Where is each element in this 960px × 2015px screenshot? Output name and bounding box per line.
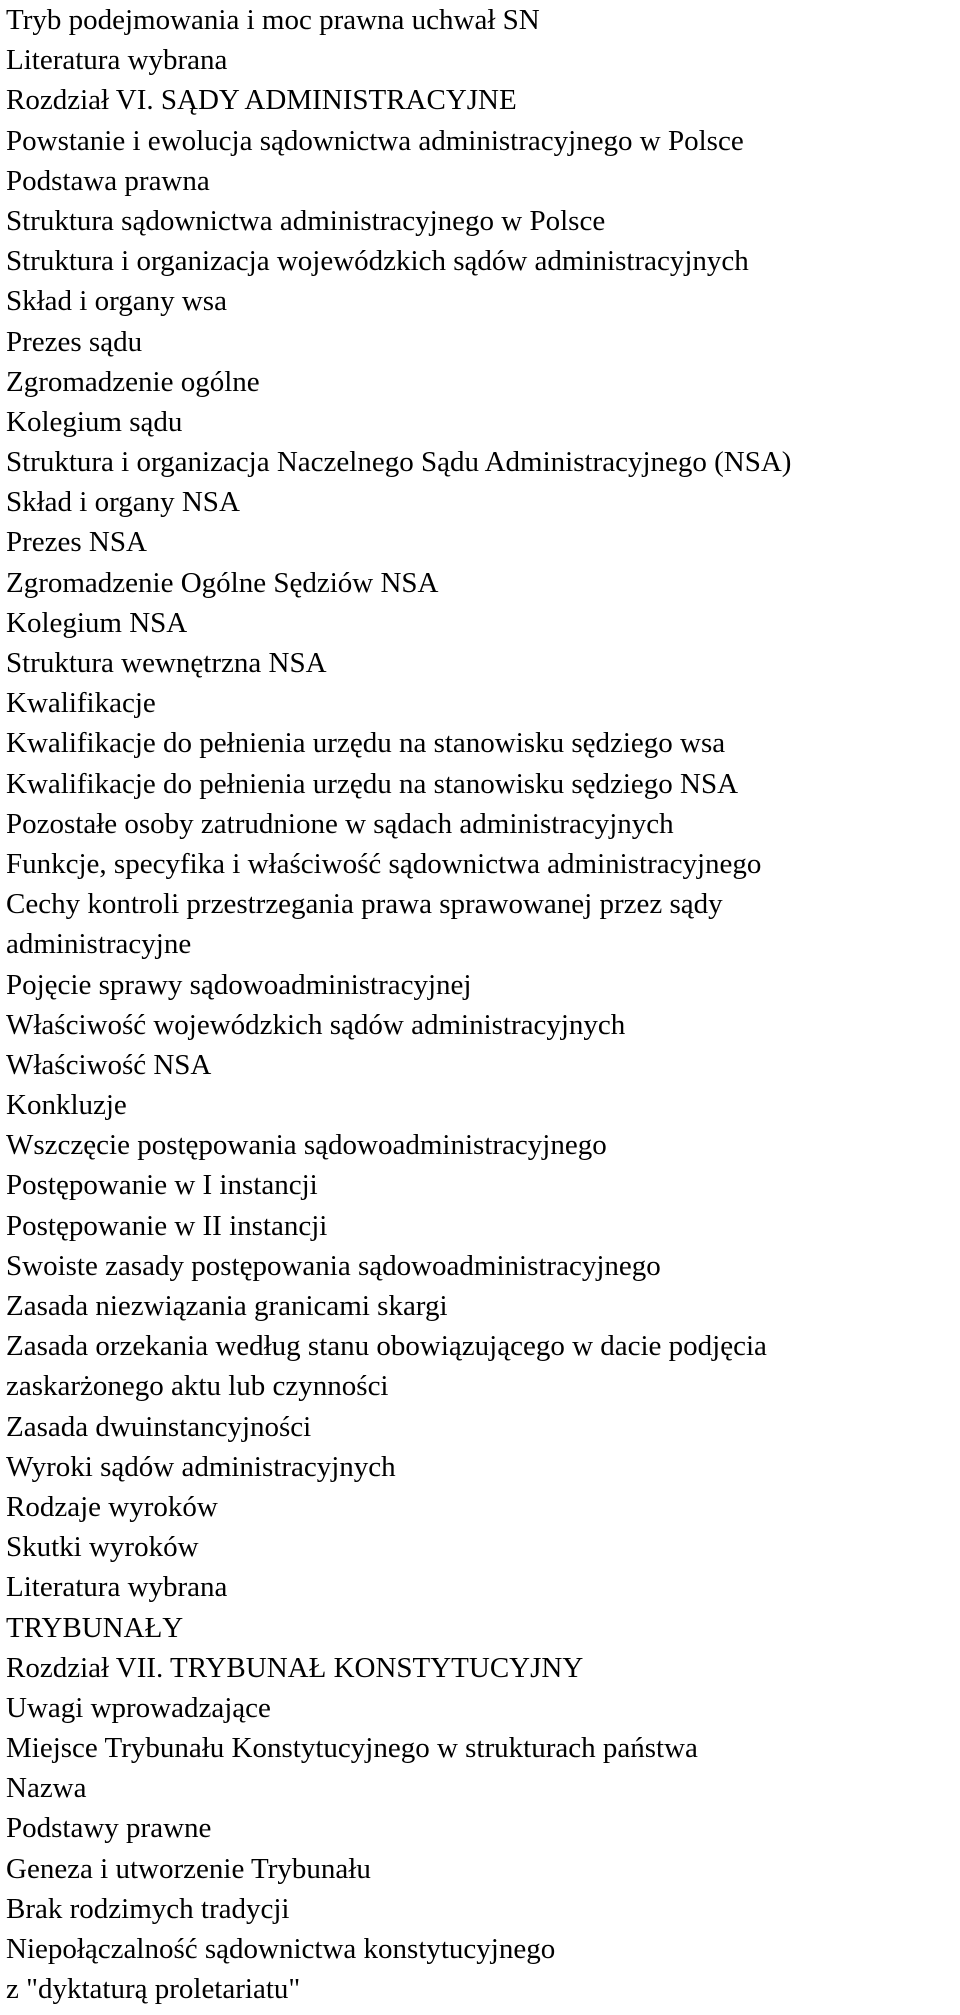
toc-line: Nazwa <box>6 1772 87 1805</box>
toc-line: Literatura wybrana <box>6 1571 228 1604</box>
toc-line: Postępowanie w I instancji <box>6 1169 318 1202</box>
toc-line: Skład i organy wsa <box>6 285 227 318</box>
toc-line: Pozostałe osoby zatrudnione w sądach administracyjnych <box>6 807 674 840</box>
toc-line: Cechy kontroli przestrzegania prawa sprawowanej przez sądy <box>6 888 723 921</box>
toc-line: Podstawy prawne <box>6 1812 212 1845</box>
toc-line: Powstanie i ewolucja sądownictwa administracyjnego w Polsce <box>6 124 744 157</box>
toc-line: Uwagi wprowadzające <box>6 1691 271 1724</box>
toc-line: Niepołączalność sądownictwa konstytucyjnego <box>6 1933 556 1965</box>
toc-line: Wszczęcie postępowania sądowoadministracyjnego <box>6 1129 607 1162</box>
document-body <box>6 0 956 2009</box>
toc-line: Geneza i utworzenie Trybunału <box>6 1852 371 1885</box>
chapter-heading: Rozdział VI. SĄDY ADMINISTRACYJNE <box>6 84 517 117</box>
toc-line: Funkcje, specyfika i właściwość sądownictwa administracyjnego <box>6 847 762 880</box>
toc-line: Struktura i organizacja wojewódzkich sądów administracyjnych <box>6 245 749 278</box>
toc-line: Zgromadzenie ogólne <box>6 365 260 398</box>
toc-line: Pojęcie sprawy sądowoadministracyjnej <box>6 968 472 1001</box>
toc-line: Brak rodzimych tradycji <box>6 1892 290 1925</box>
toc-line: Swoiste zasady postępowania sądowoadministracyjnego <box>6 1249 661 1282</box>
toc-line: Skład i organy NSA <box>6 486 240 519</box>
toc-line: Kwalifikacje <box>6 687 156 720</box>
toc-line: Postępowanie w II instancji <box>6 1209 328 1242</box>
toc-line: z "dyktaturą proletariatu" <box>6 1973 301 2006</box>
toc-line: Zasada dwuinstancyjności <box>6 1410 312 1443</box>
toc-line: Struktura i organizacja Naczelnego Sądu Administracyjnego (NSA) <box>6 446 792 479</box>
toc-line: Kwalifikacje do pełnienia urzędu na stanowisku sędziego NSA <box>6 767 739 800</box>
toc-line: Podstawa prawna <box>6 164 210 197</box>
toc-line: Prezes NSA <box>6 526 147 559</box>
section-heading: TRYBUNAŁY <box>6 1611 184 1644</box>
toc-line: Literatura wybrana <box>6 44 228 77</box>
toc-line: zaskarżonego aktu lub czynności <box>6 1370 389 1403</box>
toc-line: Struktura sądownictwa administracyjnego w Polsce <box>6 204 606 237</box>
toc-line: Właściwość wojewódzkich sądów administracyjnych <box>6 1008 626 1041</box>
toc-line: Zasada orzekania według stanu obowiązującego w dacie podjęcia <box>6 1330 767 1363</box>
toc-line: Rodzaje wyroków <box>6 1490 218 1523</box>
toc-line: Kolegium NSA <box>6 606 188 639</box>
toc-line: Kolegium sądu <box>6 405 183 438</box>
toc-line: Zgromadzenie Ogólne Sędziów NSA <box>6 566 439 599</box>
toc-line: Prezes sądu <box>6 325 143 358</box>
toc-line: Zasada niezwiązania granicami skargi <box>6 1290 448 1322</box>
toc-line: Wyroki sądów administracyjnych <box>6 1450 396 1483</box>
toc-line: Miejsce Trybunału Konstytucyjnego w strukturach państwa <box>6 1732 698 1765</box>
toc-line: Kwalifikacje do pełnienia urzędu na stanowisku sędziego wsa <box>6 727 726 760</box>
toc-line: Konkluzje <box>6 1089 127 1122</box>
toc-line: Właściwość NSA <box>6 1048 212 1081</box>
toc-line: Struktura wewnętrzna NSA <box>6 647 327 679</box>
chapter-heading: Rozdział VII. TRYBUNAŁ KONSTYTUCYJNY <box>6 1651 584 1684</box>
toc-line: Skutki wyroków <box>6 1531 199 1564</box>
toc-line: Tryb podejmowania i moc prawna uchwał SN <box>6 4 540 36</box>
toc-line: administracyjne <box>6 928 192 961</box>
